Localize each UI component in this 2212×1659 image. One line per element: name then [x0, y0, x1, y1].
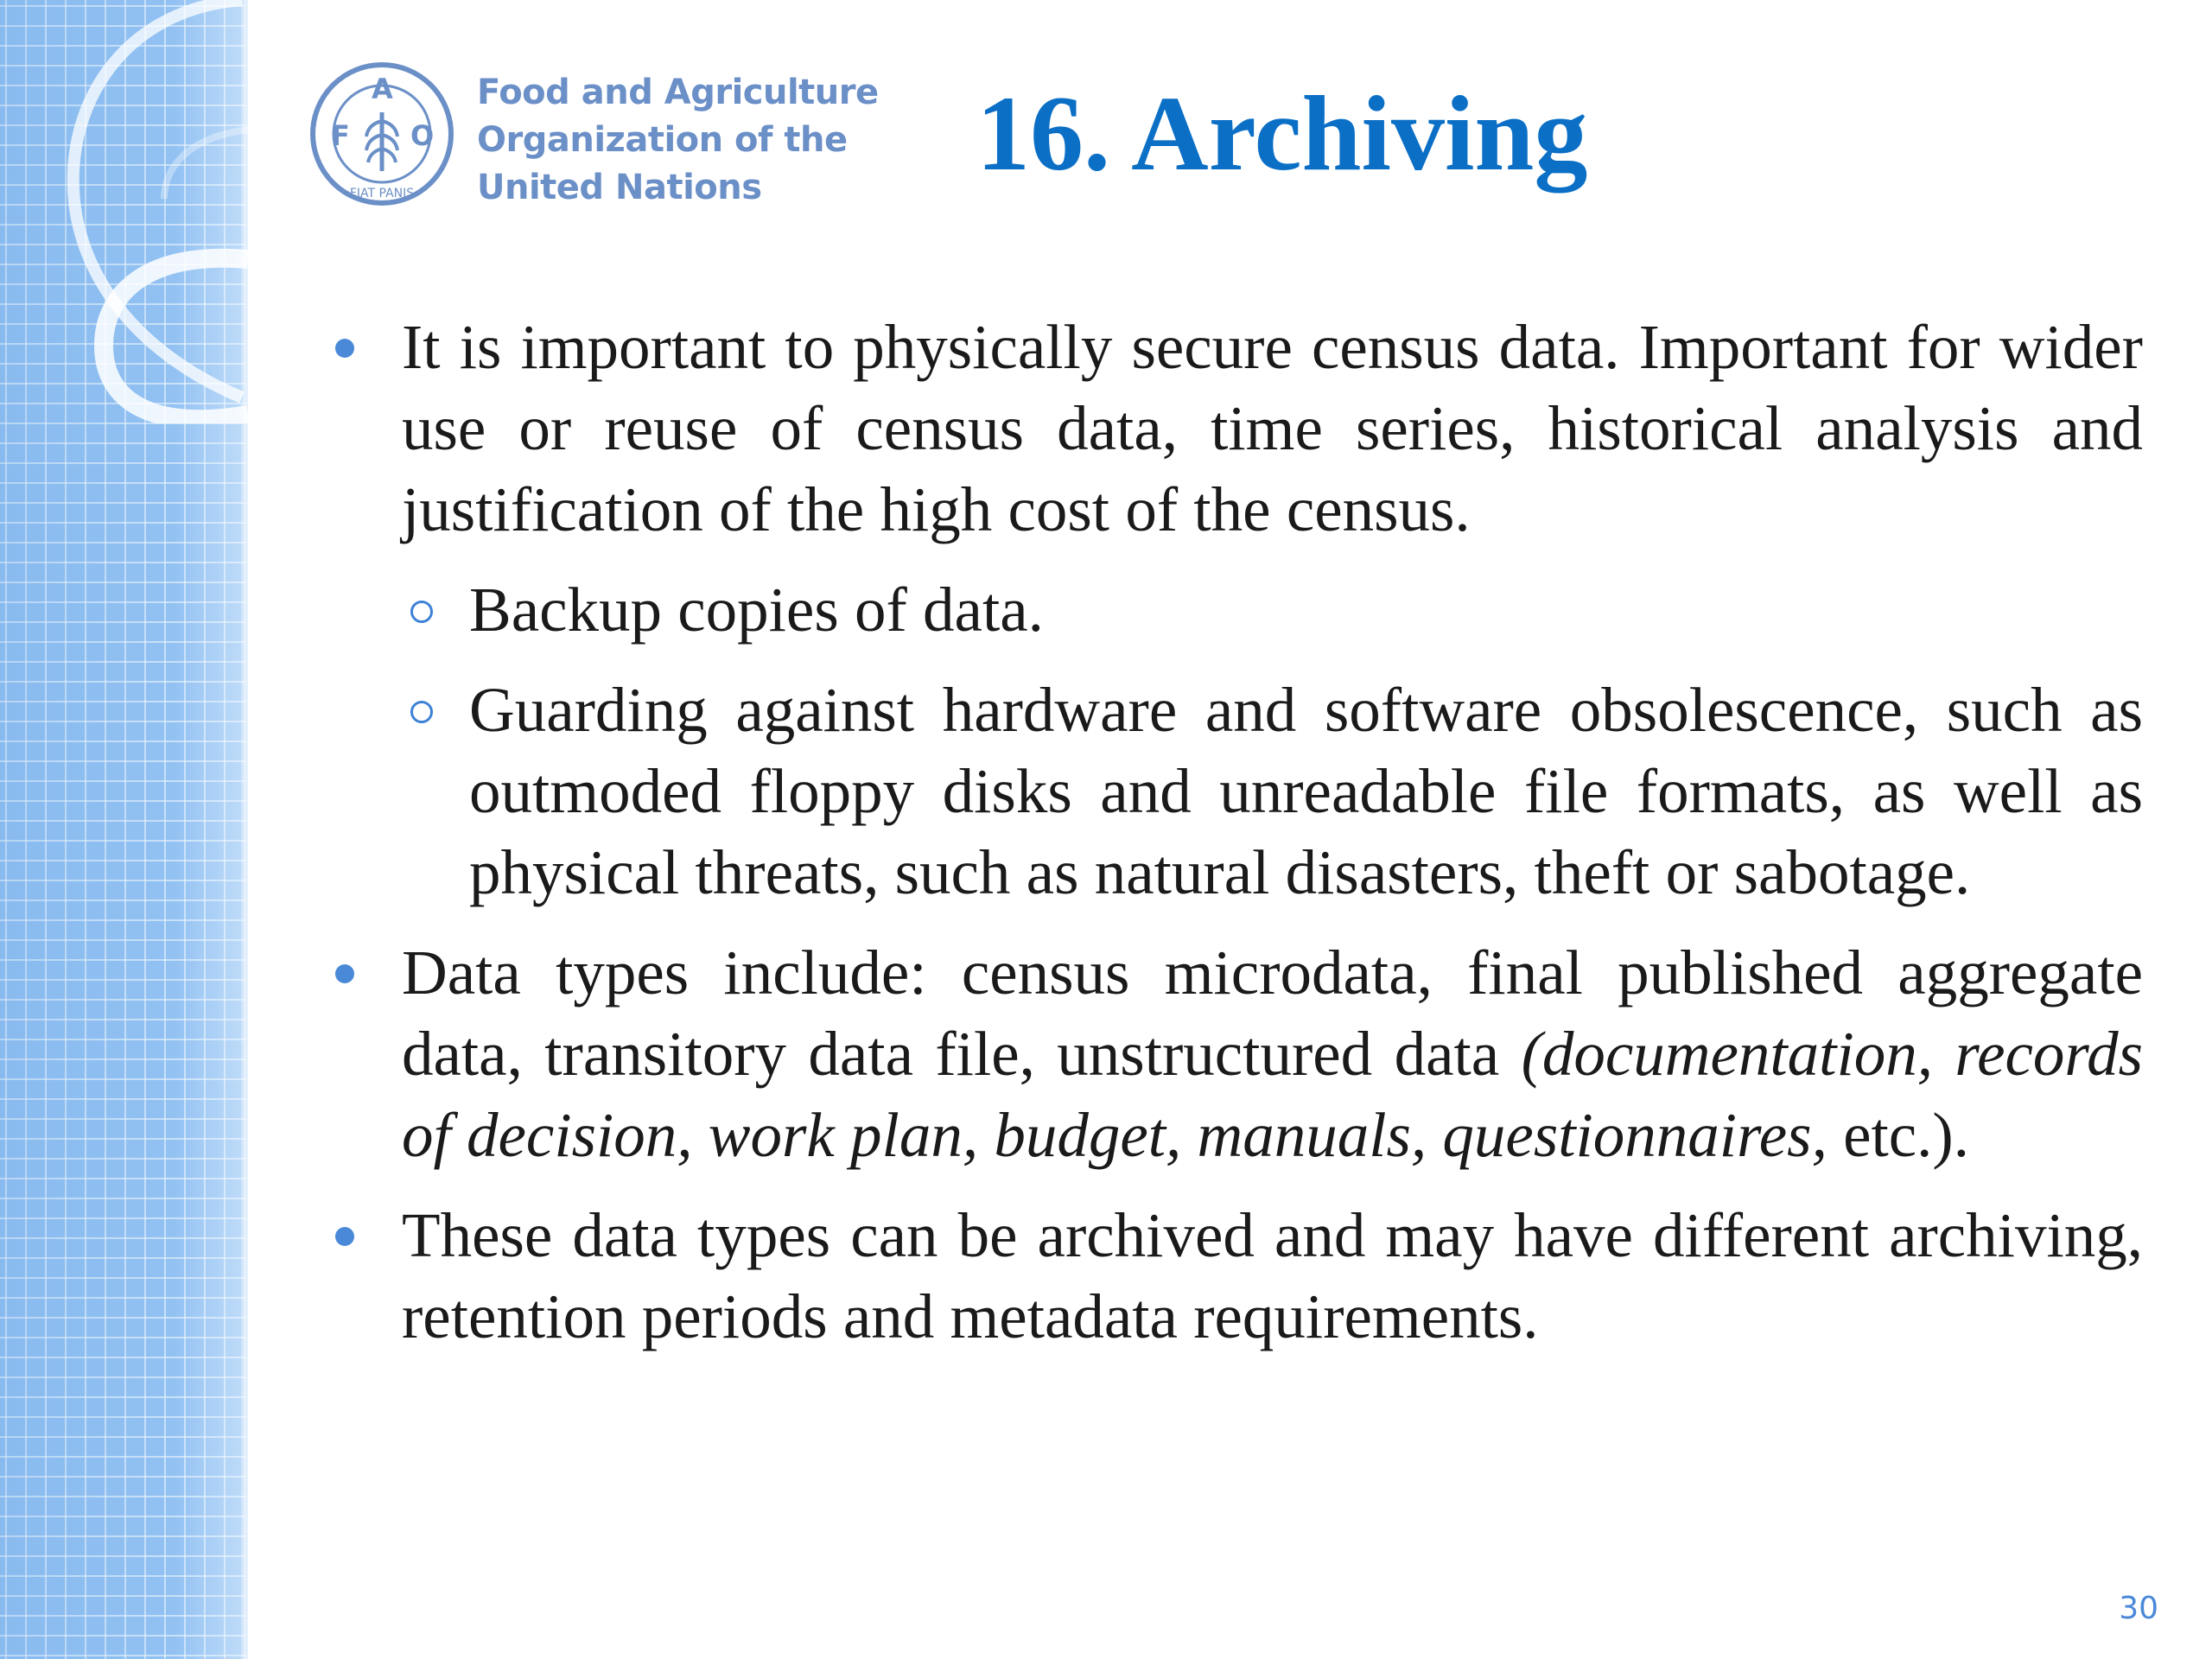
logo-line-1: Food and Agriculture — [477, 73, 879, 112]
fao-wordmark — [477, 69, 879, 212]
bullet-item-2 — [328, 932, 2143, 1176]
hollow-circle-bullet-icon — [410, 601, 433, 623]
slide-content — [328, 307, 2143, 1376]
logo-line-2: Organization of the — [477, 120, 848, 160]
bullet-item-1 — [328, 307, 2143, 550]
bullet-text: It is important to physically secure census data. Important for wider use or reuse of census data, time series, historical analysis and justification of the high cost of the census. — [402, 312, 2143, 544]
sub-bullet-text: Guarding against hardware and software obsolescence, such as outmoded floppy disks and unreadable file formats, as well as physical threats, such as natural disasters, theft or sabotage. — [469, 675, 2143, 907]
emblem-motto: FIAT PANIS — [349, 187, 415, 200]
bullet-dot-icon — [335, 964, 354, 983]
bullet-text-end: etc.). — [1827, 1100, 1969, 1170]
bullet-text: Data types include: census microdata, final published aggregate data, transitory data file, unstructured data — [402, 938, 2143, 1089]
fao-emblem-icon — [308, 60, 455, 207]
bullet-dot-icon — [335, 1227, 354, 1246]
sub-bullet-text: Backup copies of data. — [469, 575, 1044, 645]
bullet-text: These data types can be archived and may have different archiving, retention periods and metadata requirements. — [402, 1200, 2143, 1351]
sub-bullet-item-1 — [328, 569, 2143, 651]
page-number: 30 — [2119, 1591, 2158, 1626]
hollow-circle-bullet-icon — [410, 701, 433, 723]
bullet-item-3 — [328, 1195, 2143, 1357]
sub-bullet-item-2 — [328, 670, 2143, 913]
slide-title: 16. Archiving — [976, 74, 1588, 193]
emblem-letter-f: F — [331, 119, 350, 152]
fao-logo — [308, 60, 879, 216]
logo-line-3: United Nations — [477, 168, 762, 207]
emblem-letter-o: O — [410, 119, 435, 152]
emblem-letter-a: A — [372, 73, 393, 105]
bullet-dot-icon — [335, 339, 354, 358]
bullet-text-italic: (documentation, records of decision, work plan, budget, manuals, questionnaires, — [402, 1019, 2143, 1170]
